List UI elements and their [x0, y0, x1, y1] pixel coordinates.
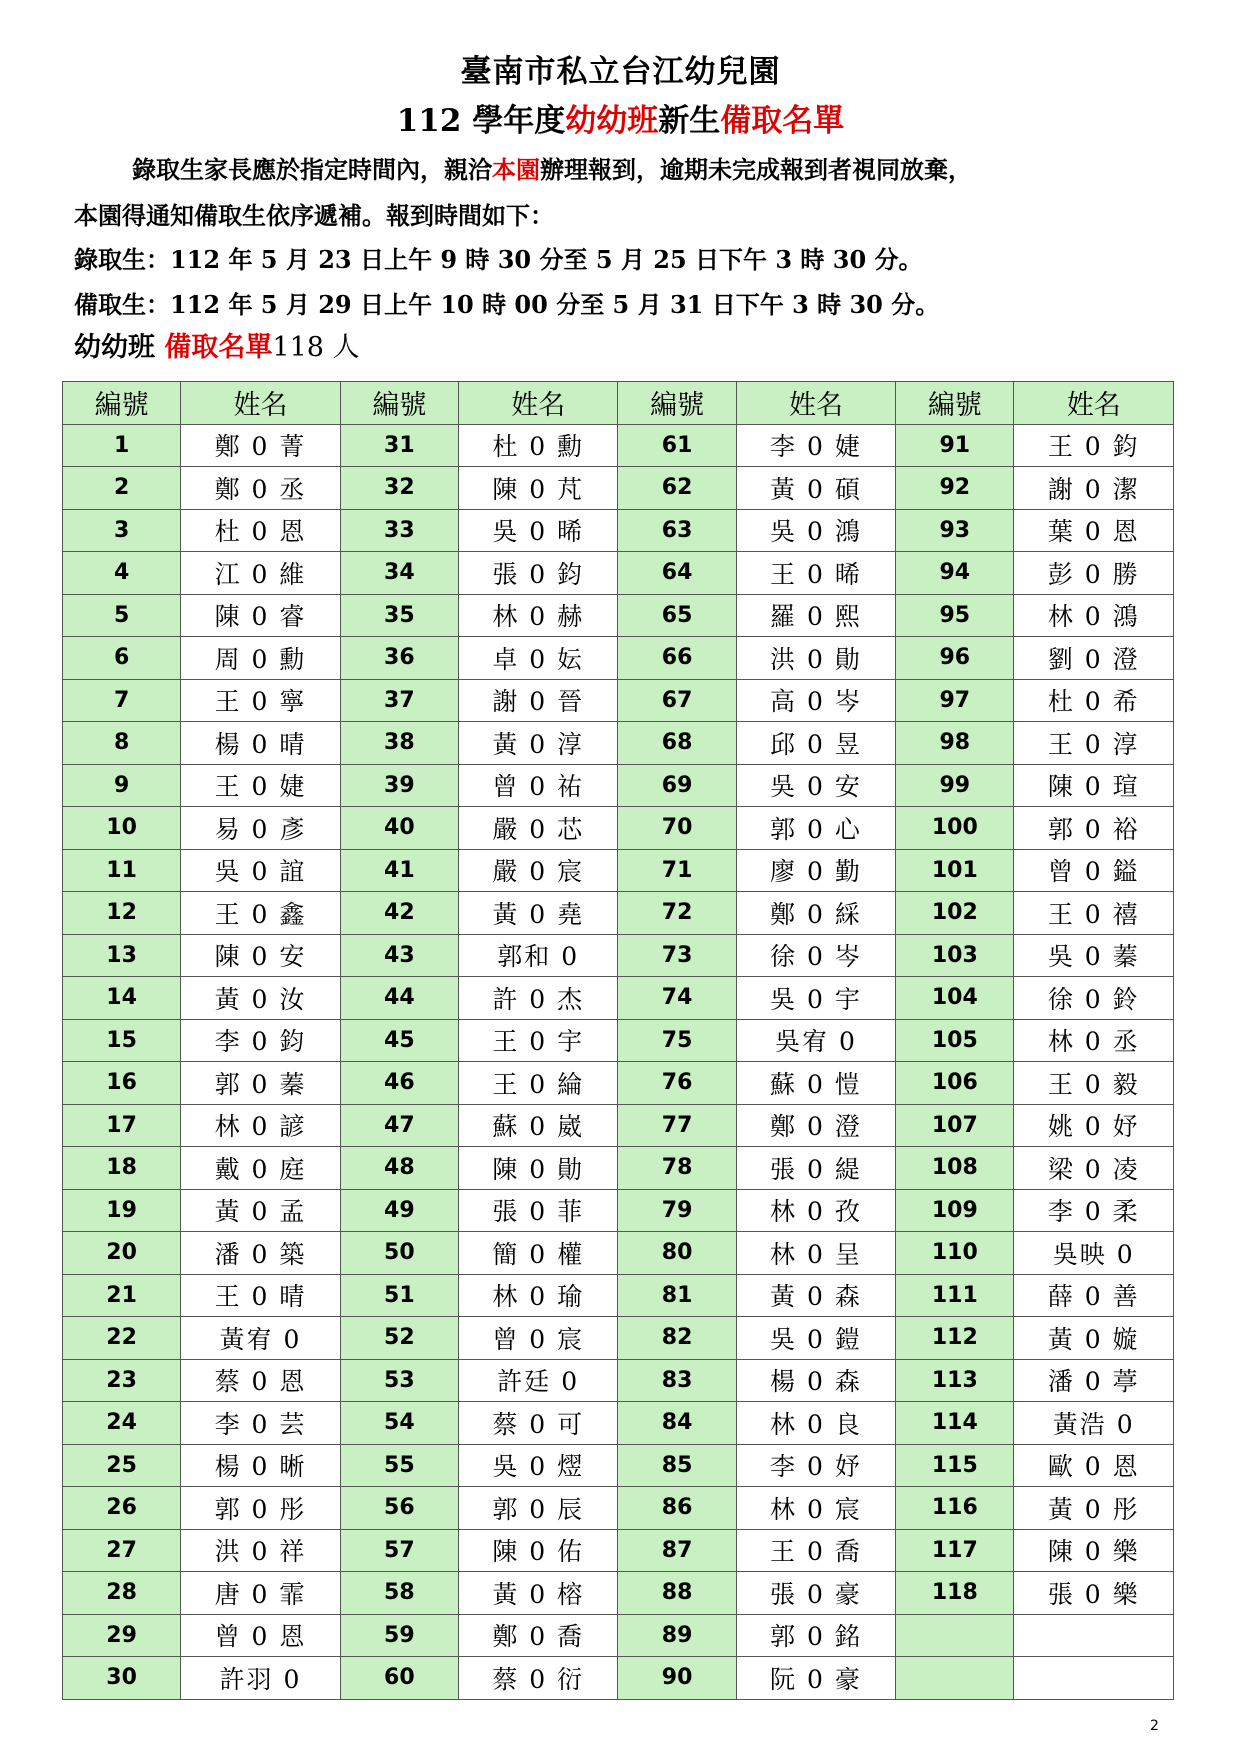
entry-name: 曾 0 鎰 — [1014, 849, 1174, 892]
summary-line — [74, 325, 1184, 364]
entry-name: 黃 0 汝 — [181, 977, 341, 1020]
entry-name: 楊 0 森 — [736, 1359, 896, 1402]
entry-name: 郭 0 銘 — [736, 1614, 896, 1657]
entry-number: 29 — [63, 1614, 181, 1657]
entry-name: 邱 0 昱 — [736, 722, 896, 765]
header-number: 編號 — [340, 382, 458, 425]
entry-name: 潘 0 築 — [181, 1232, 341, 1275]
entry-number: 97 — [896, 679, 1014, 722]
table-row — [63, 1317, 1174, 1360]
entry-number: 65 — [618, 594, 736, 637]
entry-name: 張 0 豪 — [736, 1572, 896, 1615]
entry-name: 陳 0 樂 — [1014, 1529, 1174, 1572]
table-row — [63, 1402, 1174, 1445]
entry-name: 黃 0 彤 — [1014, 1487, 1174, 1530]
entry-name: 林 0 赫 — [458, 594, 618, 637]
entry-number: 95 — [896, 594, 1014, 637]
entry-number: 36 — [340, 637, 458, 680]
header-number: 編號 — [618, 382, 736, 425]
entry-name: 林 0 宸 — [736, 1487, 896, 1530]
entry-name: 陳 0 安 — [181, 934, 341, 977]
entry-name: 李 0 芸 — [181, 1402, 341, 1445]
entry-number: 34 — [340, 552, 458, 595]
entry-number: 31 — [340, 424, 458, 467]
entry-name: 王 0 寧 — [181, 679, 341, 722]
entry-number: 48 — [340, 1147, 458, 1190]
entry-name: 王 0 晞 — [736, 552, 896, 595]
entry-number: 53 — [340, 1359, 458, 1402]
entry-number: 32 — [340, 467, 458, 510]
entry-name: 曾 0 宸 — [458, 1317, 618, 1360]
table-header-row — [63, 382, 1174, 425]
entry-number: 3 — [63, 509, 181, 552]
entry-name: 吳 0 誼 — [181, 849, 341, 892]
entry-number: 38 — [340, 722, 458, 765]
waitlist-table — [62, 381, 1174, 1700]
entry-number: 112 — [896, 1317, 1014, 1360]
entry-name: 黃浩 0 — [1014, 1402, 1174, 1445]
entry-number: 114 — [896, 1402, 1014, 1445]
entry-number: 51 — [340, 1274, 458, 1317]
entry-number: 83 — [618, 1359, 736, 1402]
entry-name: 王 0 喬 — [736, 1529, 896, 1572]
entry-number: 4 — [63, 552, 181, 595]
table-row — [63, 764, 1174, 807]
entry-name: 許 0 杰 — [458, 977, 618, 1020]
table-row — [63, 892, 1174, 935]
entry-number: 111 — [896, 1274, 1014, 1317]
entry-number: 69 — [618, 764, 736, 807]
entry-name: 鄭 0 綵 — [736, 892, 896, 935]
header-name: 姓名 — [736, 382, 896, 425]
table-row — [63, 934, 1174, 977]
entry-number: 105 — [896, 1019, 1014, 1062]
entry-name: 吳 0 鴻 — [736, 509, 896, 552]
entry-name: 郭 0 裕 — [1014, 807, 1174, 850]
notice-line-1 — [74, 150, 1184, 185]
header-name: 姓名 — [1014, 382, 1174, 425]
entry-name: 杜 0 勳 — [458, 424, 618, 467]
entry-name: 陳 0 瑄 — [1014, 764, 1174, 807]
entry-number: 116 — [896, 1487, 1014, 1530]
entry-number: 33 — [340, 509, 458, 552]
entry-name: 王 0 禧 — [1014, 892, 1174, 935]
entry-name: 蔡 0 可 — [458, 1402, 618, 1445]
entry-number: 104 — [896, 977, 1014, 1020]
entry-name: 曾 0 祐 — [458, 764, 618, 807]
entry-number: 68 — [618, 722, 736, 765]
entry-name: 杜 0 希 — [1014, 679, 1174, 722]
entry-number: 74 — [618, 977, 736, 1020]
entry-name: 楊 0 晴 — [181, 722, 341, 765]
entry-name: 潘 0 葶 — [1014, 1359, 1174, 1402]
entry-number: 63 — [618, 509, 736, 552]
summary-class: 幼幼班 — [74, 332, 155, 363]
entry-number: 50 — [340, 1232, 458, 1275]
entry-name: 易 0 彥 — [181, 807, 341, 850]
entry-number: 13 — [63, 934, 181, 977]
entry-name: 戴 0 庭 — [181, 1147, 341, 1190]
entry-name: 杜 0 恩 — [181, 509, 341, 552]
entry-name: 吳 0 安 — [736, 764, 896, 807]
entry-number: 42 — [340, 892, 458, 935]
entry-number: 56 — [340, 1487, 458, 1530]
entry-name: 徐 0 岑 — [736, 934, 896, 977]
year-label: 112 學年度 — [396, 103, 566, 139]
table-row — [63, 807, 1174, 850]
entry-number: 100 — [896, 807, 1014, 850]
entry-number: 84 — [618, 1402, 736, 1445]
table-row — [63, 1529, 1174, 1572]
table-row — [63, 977, 1174, 1020]
entry-number: 75 — [618, 1019, 736, 1062]
entry-number: 12 — [63, 892, 181, 935]
entry-name: 黃 0 嫙 — [1014, 1317, 1174, 1360]
table-row — [63, 467, 1174, 510]
page-number: 2 — [1150, 1718, 1159, 1734]
entry-number: 72 — [618, 892, 736, 935]
table-row — [63, 1359, 1174, 1402]
entry-number: 9 — [63, 764, 181, 807]
entry-number: 54 — [340, 1402, 458, 1445]
header-number: 編號 — [896, 382, 1014, 425]
entry-number: 30 — [63, 1657, 181, 1700]
entry-number: 25 — [63, 1444, 181, 1487]
table-row — [63, 594, 1174, 637]
entry-number: 20 — [63, 1232, 181, 1275]
entry-name: 黃 0 森 — [736, 1274, 896, 1317]
class-name: 幼幼班 — [565, 103, 659, 139]
table-row — [63, 849, 1174, 892]
entry-name: 吳映 0 — [1014, 1232, 1174, 1275]
entry-number: 24 — [63, 1402, 181, 1445]
entry-name: 吳 0 鎧 — [736, 1317, 896, 1360]
entry-name: 陳 0 佑 — [458, 1529, 618, 1572]
entry-number: 108 — [896, 1147, 1014, 1190]
entry-number: 92 — [896, 467, 1014, 510]
entry-number: 79 — [618, 1189, 736, 1232]
entry-number: 44 — [340, 977, 458, 1020]
entry-name: 李 0 妤 — [736, 1444, 896, 1487]
entry-name: 王 0 綸 — [458, 1062, 618, 1105]
entry-number: 71 — [618, 849, 736, 892]
entry-name: 簡 0 權 — [458, 1232, 618, 1275]
header-name: 姓名 — [458, 382, 618, 425]
table-row — [63, 1572, 1174, 1615]
table-row — [63, 1147, 1174, 1190]
admitted-schedule: 錄取生：112 年 5 月 23 日上午 9 時 30 分至 5 月 25 日下午 3 時 30 分。 — [74, 245, 923, 274]
entry-name: 周 0 勳 — [181, 637, 341, 680]
entry-name: 林 0 鴻 — [1014, 594, 1174, 637]
entry-number: 35 — [340, 594, 458, 637]
entry-number: 46 — [340, 1062, 458, 1105]
entry-name: 張 0 樂 — [1014, 1572, 1174, 1615]
entry-name: 陳 0 勛 — [458, 1147, 618, 1190]
entry-name: 楊 0 晰 — [181, 1444, 341, 1487]
empty-cell — [896, 1657, 1014, 1700]
entry-number: 109 — [896, 1189, 1014, 1232]
entry-number: 103 — [896, 934, 1014, 977]
entry-number: 28 — [63, 1572, 181, 1615]
entry-number: 47 — [340, 1104, 458, 1147]
entry-number: 73 — [618, 934, 736, 977]
table-row — [63, 552, 1174, 595]
entry-number: 55 — [340, 1444, 458, 1487]
table-row — [63, 1657, 1174, 1700]
table-row — [63, 1062, 1174, 1105]
waitlist-schedule: 備取生：112 年 5 月 29 日上午 10 時 00 分至 5 月 31 日下午 3 時 30 分。 — [74, 290, 940, 319]
empty-cell — [1014, 1657, 1174, 1700]
entry-number: 1 — [63, 424, 181, 467]
entry-number: 52 — [340, 1317, 458, 1360]
entry-number: 94 — [896, 552, 1014, 595]
new-student-label: 新生 — [658, 103, 721, 139]
entry-number: 58 — [340, 1572, 458, 1615]
entry-name: 鄭 0 菁 — [181, 424, 341, 467]
header-name: 姓名 — [181, 382, 341, 425]
entry-number: 60 — [340, 1657, 458, 1700]
entry-number: 99 — [896, 764, 1014, 807]
entry-name: 唐 0 霏 — [181, 1572, 341, 1615]
entry-name: 梁 0 凌 — [1014, 1147, 1174, 1190]
entry-number: 76 — [618, 1062, 736, 1105]
entry-name: 吳宥 0 — [736, 1019, 896, 1062]
entry-number: 10 — [63, 807, 181, 850]
entry-number: 87 — [618, 1529, 736, 1572]
entry-number: 6 — [63, 637, 181, 680]
entry-name: 張 0 緹 — [736, 1147, 896, 1190]
entry-number: 115 — [896, 1444, 1014, 1487]
summary-count: 118 人 — [272, 332, 360, 363]
entry-name: 王 0 晴 — [181, 1274, 341, 1317]
entry-number: 66 — [618, 637, 736, 680]
entry-name: 林 0 呈 — [736, 1232, 896, 1275]
entry-number: 7 — [63, 679, 181, 722]
waitlist-title: 備取名單 — [720, 103, 845, 139]
entry-name: 李 0 婕 — [736, 424, 896, 467]
entry-number: 45 — [340, 1019, 458, 1062]
school-name: 臺南市私立台江幼兒園 — [460, 54, 781, 90]
entry-number: 41 — [340, 849, 458, 892]
entry-name: 王 0 鈞 — [1014, 424, 1174, 467]
notice-text-b: 辦理報到，逾期未完成報到者視同放棄， — [540, 155, 972, 184]
entry-number: 39 — [340, 764, 458, 807]
entry-number: 106 — [896, 1062, 1014, 1105]
entry-number: 80 — [618, 1232, 736, 1275]
entry-number: 16 — [63, 1062, 181, 1105]
entry-number: 98 — [896, 722, 1014, 765]
entry-name: 郭 0 心 — [736, 807, 896, 850]
entry-name: 洪 0 祥 — [181, 1529, 341, 1572]
entry-number: 113 — [896, 1359, 1014, 1402]
entry-number: 43 — [340, 934, 458, 977]
summary-title: 備取名單 — [164, 332, 273, 363]
table-body — [63, 424, 1174, 1699]
entry-name: 吳 0 晞 — [458, 509, 618, 552]
entry-name: 吳 0 宇 — [736, 977, 896, 1020]
entry-name: 蔡 0 恩 — [181, 1359, 341, 1402]
entry-name: 薛 0 善 — [1014, 1274, 1174, 1317]
entry-name: 黃宥 0 — [181, 1317, 341, 1360]
entry-number: 67 — [618, 679, 736, 722]
table-row — [63, 679, 1174, 722]
entry-name: 謝 0 潔 — [1014, 467, 1174, 510]
table-row — [63, 1614, 1174, 1657]
empty-cell — [896, 1614, 1014, 1657]
entry-number: 8 — [63, 722, 181, 765]
entry-name: 吳 0 熤 — [458, 1444, 618, 1487]
entry-number: 90 — [618, 1657, 736, 1700]
entry-name: 劉 0 澄 — [1014, 637, 1174, 680]
list-title — [0, 95, 1241, 140]
entry-number: 110 — [896, 1232, 1014, 1275]
entry-name: 歐 0 恩 — [1014, 1444, 1174, 1487]
entry-number: 89 — [618, 1614, 736, 1657]
entry-name: 陳 0 睿 — [181, 594, 341, 637]
entry-name: 郭 0 辰 — [458, 1487, 618, 1530]
entry-name: 廖 0 勤 — [736, 849, 896, 892]
entry-name: 林 0 丞 — [1014, 1019, 1174, 1062]
entry-name: 蘇 0 崴 — [458, 1104, 618, 1147]
entry-name: 王 0 鑫 — [181, 892, 341, 935]
entry-name: 林 0 孜 — [736, 1189, 896, 1232]
entry-number: 101 — [896, 849, 1014, 892]
entry-number: 40 — [340, 807, 458, 850]
entry-number: 102 — [896, 892, 1014, 935]
entry-number: 27 — [63, 1529, 181, 1572]
table-row — [63, 722, 1174, 765]
entry-number: 82 — [618, 1317, 736, 1360]
entry-number: 64 — [618, 552, 736, 595]
entry-name: 羅 0 熙 — [736, 594, 896, 637]
entry-name: 許廷 0 — [458, 1359, 618, 1402]
entry-name: 黃 0 淳 — [458, 722, 618, 765]
table-row — [63, 1487, 1174, 1530]
entry-number: 18 — [63, 1147, 181, 1190]
entry-name: 謝 0 晉 — [458, 679, 618, 722]
entry-number: 15 — [63, 1019, 181, 1062]
entry-name: 張 0 菲 — [458, 1189, 618, 1232]
entry-name: 陳 0 芃 — [458, 467, 618, 510]
entry-name: 曾 0 恩 — [181, 1614, 341, 1657]
notice-line-2: 本園得通知備取生依序遞補。報到時間如下： — [74, 201, 554, 230]
entry-number: 107 — [896, 1104, 1014, 1147]
table-row — [63, 509, 1174, 552]
header-number: 編號 — [63, 382, 181, 425]
table-row — [63, 1274, 1174, 1317]
entry-number: 19 — [63, 1189, 181, 1232]
empty-cell — [1014, 1614, 1174, 1657]
entry-name: 林 0 瑜 — [458, 1274, 618, 1317]
entry-name: 黃 0 孟 — [181, 1189, 341, 1232]
entry-number: 81 — [618, 1274, 736, 1317]
entry-name: 郭和 0 — [458, 934, 618, 977]
entry-name: 王 0 淳 — [1014, 722, 1174, 765]
entry-name: 嚴 0 宸 — [458, 849, 618, 892]
entry-number: 62 — [618, 467, 736, 510]
entry-number: 88 — [618, 1572, 736, 1615]
entry-number: 77 — [618, 1104, 736, 1147]
entry-number: 14 — [63, 977, 181, 1020]
table-row — [63, 1232, 1174, 1275]
entry-name: 郭 0 彤 — [181, 1487, 341, 1530]
entry-name: 黃 0 碩 — [736, 467, 896, 510]
entry-number: 118 — [896, 1572, 1014, 1615]
entry-number: 59 — [340, 1614, 458, 1657]
entry-name: 鄭 0 丞 — [181, 467, 341, 510]
entry-name: 黃 0 榕 — [458, 1572, 618, 1615]
table-row — [63, 424, 1174, 467]
entry-number: 117 — [896, 1529, 1014, 1572]
entry-name: 江 0 維 — [181, 552, 341, 595]
entry-name: 卓 0 妘 — [458, 637, 618, 680]
entry-number: 37 — [340, 679, 458, 722]
entry-name: 張 0 鈞 — [458, 552, 618, 595]
entry-name: 李 0 鈞 — [181, 1019, 341, 1062]
entry-number: 78 — [618, 1147, 736, 1190]
entry-name: 王 0 婕 — [181, 764, 341, 807]
notice-text-a: 錄取生家長應於指定時間內，親洽 — [132, 155, 492, 184]
entry-number: 61 — [618, 424, 736, 467]
entry-name: 徐 0 鈴 — [1014, 977, 1174, 1020]
entry-number: 11 — [63, 849, 181, 892]
entry-number: 70 — [618, 807, 736, 850]
entry-name: 姚 0 妤 — [1014, 1104, 1174, 1147]
entry-name: 許羽 0 — [181, 1657, 341, 1700]
entry-name: 林 0 諺 — [181, 1104, 341, 1147]
entry-name: 王 0 毅 — [1014, 1062, 1174, 1105]
entry-name: 阮 0 豪 — [736, 1657, 896, 1700]
table-row — [63, 1104, 1174, 1147]
entry-name: 郭 0 蓁 — [181, 1062, 341, 1105]
entry-name: 葉 0 恩 — [1014, 509, 1174, 552]
entry-name: 黃 0 堯 — [458, 892, 618, 935]
entry-number: 85 — [618, 1444, 736, 1487]
entry-name: 洪 0 勛 — [736, 637, 896, 680]
entry-number: 96 — [896, 637, 1014, 680]
entry-name: 吳 0 蓁 — [1014, 934, 1174, 977]
entry-name: 鄭 0 喬 — [458, 1614, 618, 1657]
entry-name: 高 0 岑 — [736, 679, 896, 722]
entry-name: 林 0 良 — [736, 1402, 896, 1445]
table-row — [63, 1189, 1174, 1232]
notice-text-red: 本園 — [492, 155, 540, 184]
entry-number: 23 — [63, 1359, 181, 1402]
table-row — [63, 1444, 1174, 1487]
entry-name: 嚴 0 芯 — [458, 807, 618, 850]
entry-number: 17 — [63, 1104, 181, 1147]
entry-name: 蘇 0 愷 — [736, 1062, 896, 1105]
entry-number: 26 — [63, 1487, 181, 1530]
entry-number: 49 — [340, 1189, 458, 1232]
entry-number: 22 — [63, 1317, 181, 1360]
table-row — [63, 1019, 1174, 1062]
entry-number: 5 — [63, 594, 181, 637]
entry-number: 2 — [63, 467, 181, 510]
entry-number: 21 — [63, 1274, 181, 1317]
entry-name: 蔡 0 衍 — [458, 1657, 618, 1700]
entry-name: 王 0 宇 — [458, 1019, 618, 1062]
entry-number: 93 — [896, 509, 1014, 552]
entry-name: 彭 0 勝 — [1014, 552, 1174, 595]
table-row — [63, 637, 1174, 680]
entry-number: 57 — [340, 1529, 458, 1572]
entry-number: 86 — [618, 1487, 736, 1530]
entry-number: 91 — [896, 424, 1014, 467]
entry-name: 李 0 柔 — [1014, 1189, 1174, 1232]
entry-name: 鄭 0 澄 — [736, 1104, 896, 1147]
